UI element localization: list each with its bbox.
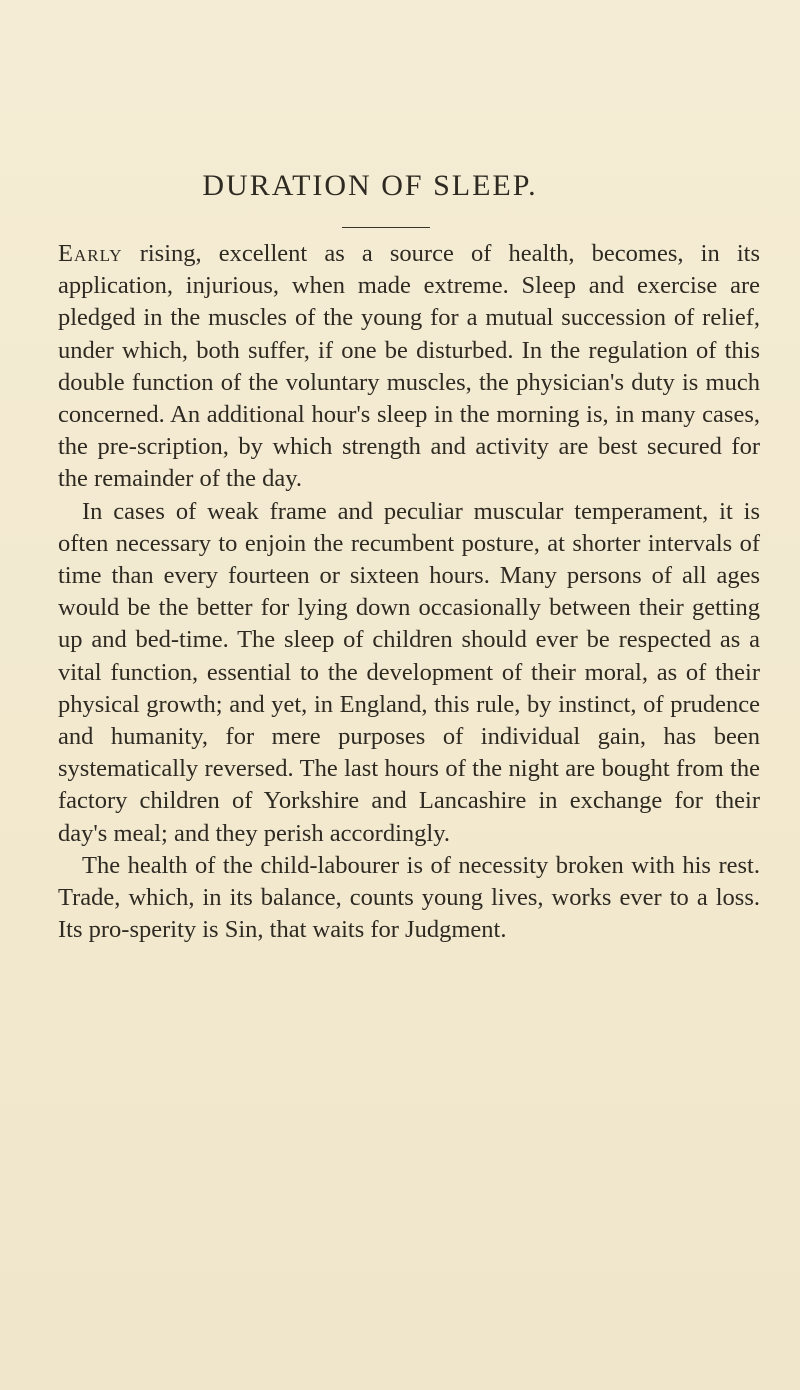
chapter-title: DURATION OF SLEEP. (202, 169, 538, 202)
paragraph-1-lead-word: Early (58, 240, 123, 267)
paragraph-1-text: rising, excellent as a source of health, becomes, in its application, injurious, when made extreme. Sleep and exercise are pledged in the muscles of the young for a mutual succession of relief, under which, both suffer, if one be disturbed. In the regulation of this double function of the voluntary muscles, the physician's duty is much concerned. An additional hour's sleep in the morning is, in many cases, the pre-scription, by which strength and activity are best secured for the remainder of the day. (58, 240, 760, 493)
paragraph-3: The health of the child-labourer is of necessity broken with his rest. Trade, which, in its balance, counts young lives, works ever to a loss. Its pro-sperity is Sin, that waits for Judgment. (58, 851, 760, 944)
paragraph-2: In cases of weak frame and peculiar muscular temperament, it is often necessary to enjoin the recumbent posture, at shorter intervals of time than every fourteen or sixteen hours. Many persons of all ages would be the better for lying down occasionally between their getting up and bed-time. The sleep of children should ever be respected as a vital function, essential to the development of their moral, as of their physical growth; and yet, in England, this rule, by instinct, of prudence and humanity, for mere purposes of individual gain, has been systematically reversed. The last hours of the night are bought from the factory children of Yorkshire and Lancashire in exchange for their day's meal; and they perish accordingly. (58, 497, 760, 847)
title-divider-rule (342, 227, 430, 228)
body-text (58, 238, 760, 946)
paragraph-1 (58, 238, 760, 496)
